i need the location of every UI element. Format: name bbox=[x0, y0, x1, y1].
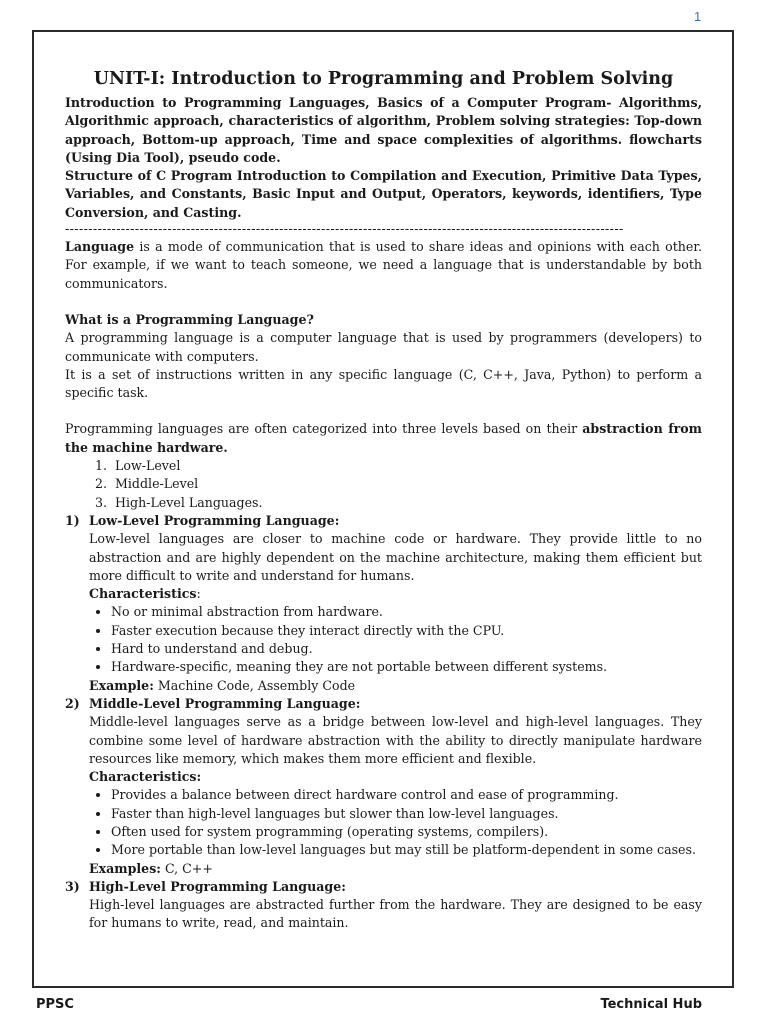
section-title: Middle-Level Programming Language: bbox=[89, 695, 361, 711]
page-title: UNIT-I: Introduction to Programming and Problem Solving bbox=[93, 69, 674, 89]
what-is-paragraph-2: It is a set of instructions written in any specific language (C, C++, Java, Python) to perform a specific task. bbox=[65, 366, 702, 401]
list-item: • More portable than low-level languages but may still be platform-dependent in some cases. bbox=[111, 841, 702, 859]
footer-left: PPSC bbox=[36, 997, 74, 1012]
section-body bbox=[65, 530, 702, 603]
syllabus-paragraph-1: Introduction to Programming Languages, Basics of a Computer Program- Algorithms, Algorithmic approach, characteristics of algorithm, Problem solving strategies: Top-down approach, Bottom-up approach, Time and space complexities of algorithms. flowcharts (Using Dia Tool), pseudo code. bbox=[65, 95, 702, 165]
list-item: • Often used for system programming (operating systems, compilers). bbox=[111, 823, 702, 841]
section-title: Low-Level Programming Language: bbox=[89, 512, 340, 528]
list-item: 3. High-Level Languages. bbox=[111, 494, 702, 512]
section-body bbox=[65, 896, 702, 933]
language-term: Language bbox=[65, 239, 135, 255]
what-is-heading: What is a Programming Language? bbox=[65, 311, 314, 327]
document-body bbox=[65, 66, 702, 933]
list-item: • Hard to understand and debug. bbox=[111, 640, 702, 658]
characteristics-colon: : bbox=[196, 586, 201, 602]
characteristics-label bbox=[89, 585, 702, 603]
characteristics-label-text: Characteristics: bbox=[89, 769, 202, 785]
section-description: High-level languages are abstracted further from the hardware. They are designed to be easy for humans to write, read, and maintain. bbox=[89, 897, 702, 931]
page-number: 1 bbox=[694, 9, 702, 24]
example-text: Machine Code, Assembly Code bbox=[153, 677, 356, 693]
list-item: 2. Middle-Level bbox=[111, 475, 702, 493]
list-item: • No or minimal abstraction from hardware. bbox=[111, 603, 702, 621]
section-heading bbox=[65, 695, 702, 713]
what-is-paragraph-1: A programming language is a computer language that is used by programmers (developers) to communicate with computers. bbox=[65, 330, 702, 364]
characteristics-label-text: Characteristics bbox=[89, 586, 197, 602]
language-paragraph bbox=[65, 238, 702, 293]
section-description: Middle-level languages serve as a bridge between low-level and high-level languages. They combine some level of hardware abstraction with the ability to directly manipulate hardware resources like memory, which makes them more efficient and flexible. bbox=[89, 714, 702, 766]
language-text: is a mode of communication that is used to share ideas and opinions with each other. For example, if we want to teach someone, we need a language that is understandable by both communicators. bbox=[65, 239, 702, 291]
levels-intro-bold: abstraction from the machine hardware. bbox=[65, 421, 702, 455]
characteristics-list bbox=[65, 603, 702, 676]
section-description: Low-level languages are closer to machine code or hardware. They provide little to no abstraction and are highly dependent on the machine architecture, making them efficient but more difficult to write and understand for humans. bbox=[89, 531, 702, 583]
section-heading bbox=[65, 878, 702, 896]
footer-right: Technical Hub bbox=[600, 997, 702, 1012]
section-number: 2) bbox=[65, 695, 80, 711]
section-title: High-Level Programming Language: bbox=[89, 878, 346, 894]
characteristics-list bbox=[65, 786, 702, 859]
example-line bbox=[65, 860, 702, 878]
section-heading bbox=[65, 512, 702, 530]
section-number: 1) bbox=[65, 512, 80, 528]
list-item: • Provides a balance between direct hardware control and ease of programming. bbox=[111, 786, 702, 804]
list-item: • Hardware-specific, meaning they are not portable between different systems. bbox=[111, 658, 702, 676]
list-item: 1. Low-Level bbox=[111, 457, 702, 475]
example-label: Examples: bbox=[89, 860, 161, 876]
example-line bbox=[65, 677, 702, 695]
example-text: C, C++ bbox=[160, 860, 213, 876]
syllabus-paragraph-2: Structure of C Program Introduction to Compilation and Execution, Primitive Data Types, Variables, and Constants, Basic Input and Output, Operators, keywords, identifiers, Type Conversion, and Casting. bbox=[65, 168, 702, 220]
separator-line: ------------------------------------------------------------------------------------------------------------------------ bbox=[65, 222, 624, 237]
list-item: • Faster execution because they interact directly with the CPU. bbox=[111, 622, 702, 640]
section-body bbox=[65, 713, 702, 786]
levels-intro-text: Programming languages are often categorized into three levels based on their bbox=[65, 421, 583, 437]
list-item: • Faster than high-level languages but slower than low-level languages. bbox=[111, 805, 702, 823]
example-label: Example: bbox=[89, 677, 154, 693]
characteristics-label bbox=[89, 768, 702, 786]
levels-intro bbox=[65, 420, 702, 457]
section-number: 3) bbox=[65, 878, 80, 894]
levels-list bbox=[65, 457, 702, 512]
